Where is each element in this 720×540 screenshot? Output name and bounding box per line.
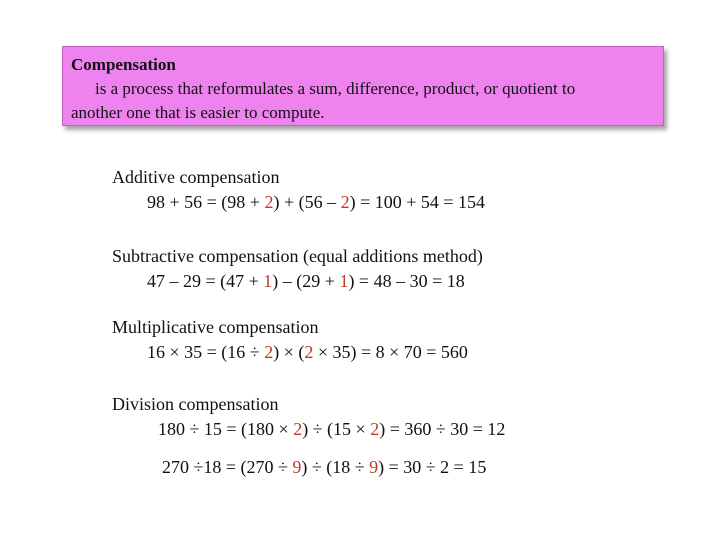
eq-compensation-term: 2 bbox=[370, 419, 380, 439]
eq-part: ) × ( bbox=[273, 342, 305, 362]
eq-part: ) = 48 – 30 = 18 bbox=[348, 271, 465, 291]
definition-title: Compensation bbox=[71, 55, 176, 74]
subtractive-section bbox=[112, 244, 483, 294]
eq-part: ) – (29 + bbox=[272, 271, 340, 291]
multiplicative-equation bbox=[112, 340, 468, 365]
eq-compensation-term: 2 bbox=[340, 192, 350, 212]
division-heading: Division compensation bbox=[112, 394, 279, 414]
eq-compensation-term: 2 bbox=[264, 342, 274, 362]
eq-part: ) = 100 + 54 = 154 bbox=[349, 192, 486, 212]
multiplicative-section bbox=[112, 315, 468, 365]
eq-part: 270 ÷18 = (270 ÷ bbox=[162, 457, 293, 477]
eq-compensation-term: 1 bbox=[263, 271, 273, 291]
multiplicative-heading: Multiplicative compensation bbox=[112, 317, 319, 337]
eq-part: 180 ÷ 15 = (180 × bbox=[158, 419, 294, 439]
additive-heading: Additive compensation bbox=[112, 167, 280, 187]
division-equation-2 bbox=[162, 455, 486, 480]
eq-part: ) + (56 – bbox=[273, 192, 341, 212]
eq-compensation-term: 2 bbox=[264, 192, 274, 212]
eq-compensation-term: 9 bbox=[292, 457, 302, 477]
additive-equation bbox=[112, 190, 485, 215]
additive-section bbox=[112, 165, 485, 215]
eq-compensation-term: 2 bbox=[293, 419, 303, 439]
eq-compensation-term: 1 bbox=[339, 271, 349, 291]
eq-part: ) ÷ (18 ÷ bbox=[301, 457, 370, 477]
definition-text-line1: is a process that reformulates a sum, difference, product, or quotient to bbox=[95, 79, 576, 98]
eq-part: × 35) = 8 × 70 = 560 bbox=[313, 342, 468, 362]
eq-compensation-term: 9 bbox=[369, 457, 379, 477]
eq-part: ) = 30 ÷ 2 = 15 bbox=[378, 457, 487, 477]
eq-part: ) ÷ (15 × bbox=[302, 419, 371, 439]
definition-box bbox=[62, 46, 664, 126]
subtractive-equation bbox=[112, 269, 483, 294]
definition-text-line2: another one that is easier to compute. bbox=[71, 103, 325, 122]
division-section bbox=[112, 392, 505, 442]
division-equation-1 bbox=[112, 417, 505, 442]
eq-part: 16 × 35 = (16 ÷ bbox=[147, 342, 265, 362]
eq-part: 98 + 56 = (98 + bbox=[147, 192, 265, 212]
eq-part: 47 – 29 = (47 + bbox=[147, 271, 264, 291]
eq-part: ) = 360 ÷ 30 = 12 bbox=[379, 419, 506, 439]
eq-compensation-term: 2 bbox=[304, 342, 314, 362]
subtractive-heading: Subtractive compensation (equal additions method) bbox=[112, 246, 483, 266]
